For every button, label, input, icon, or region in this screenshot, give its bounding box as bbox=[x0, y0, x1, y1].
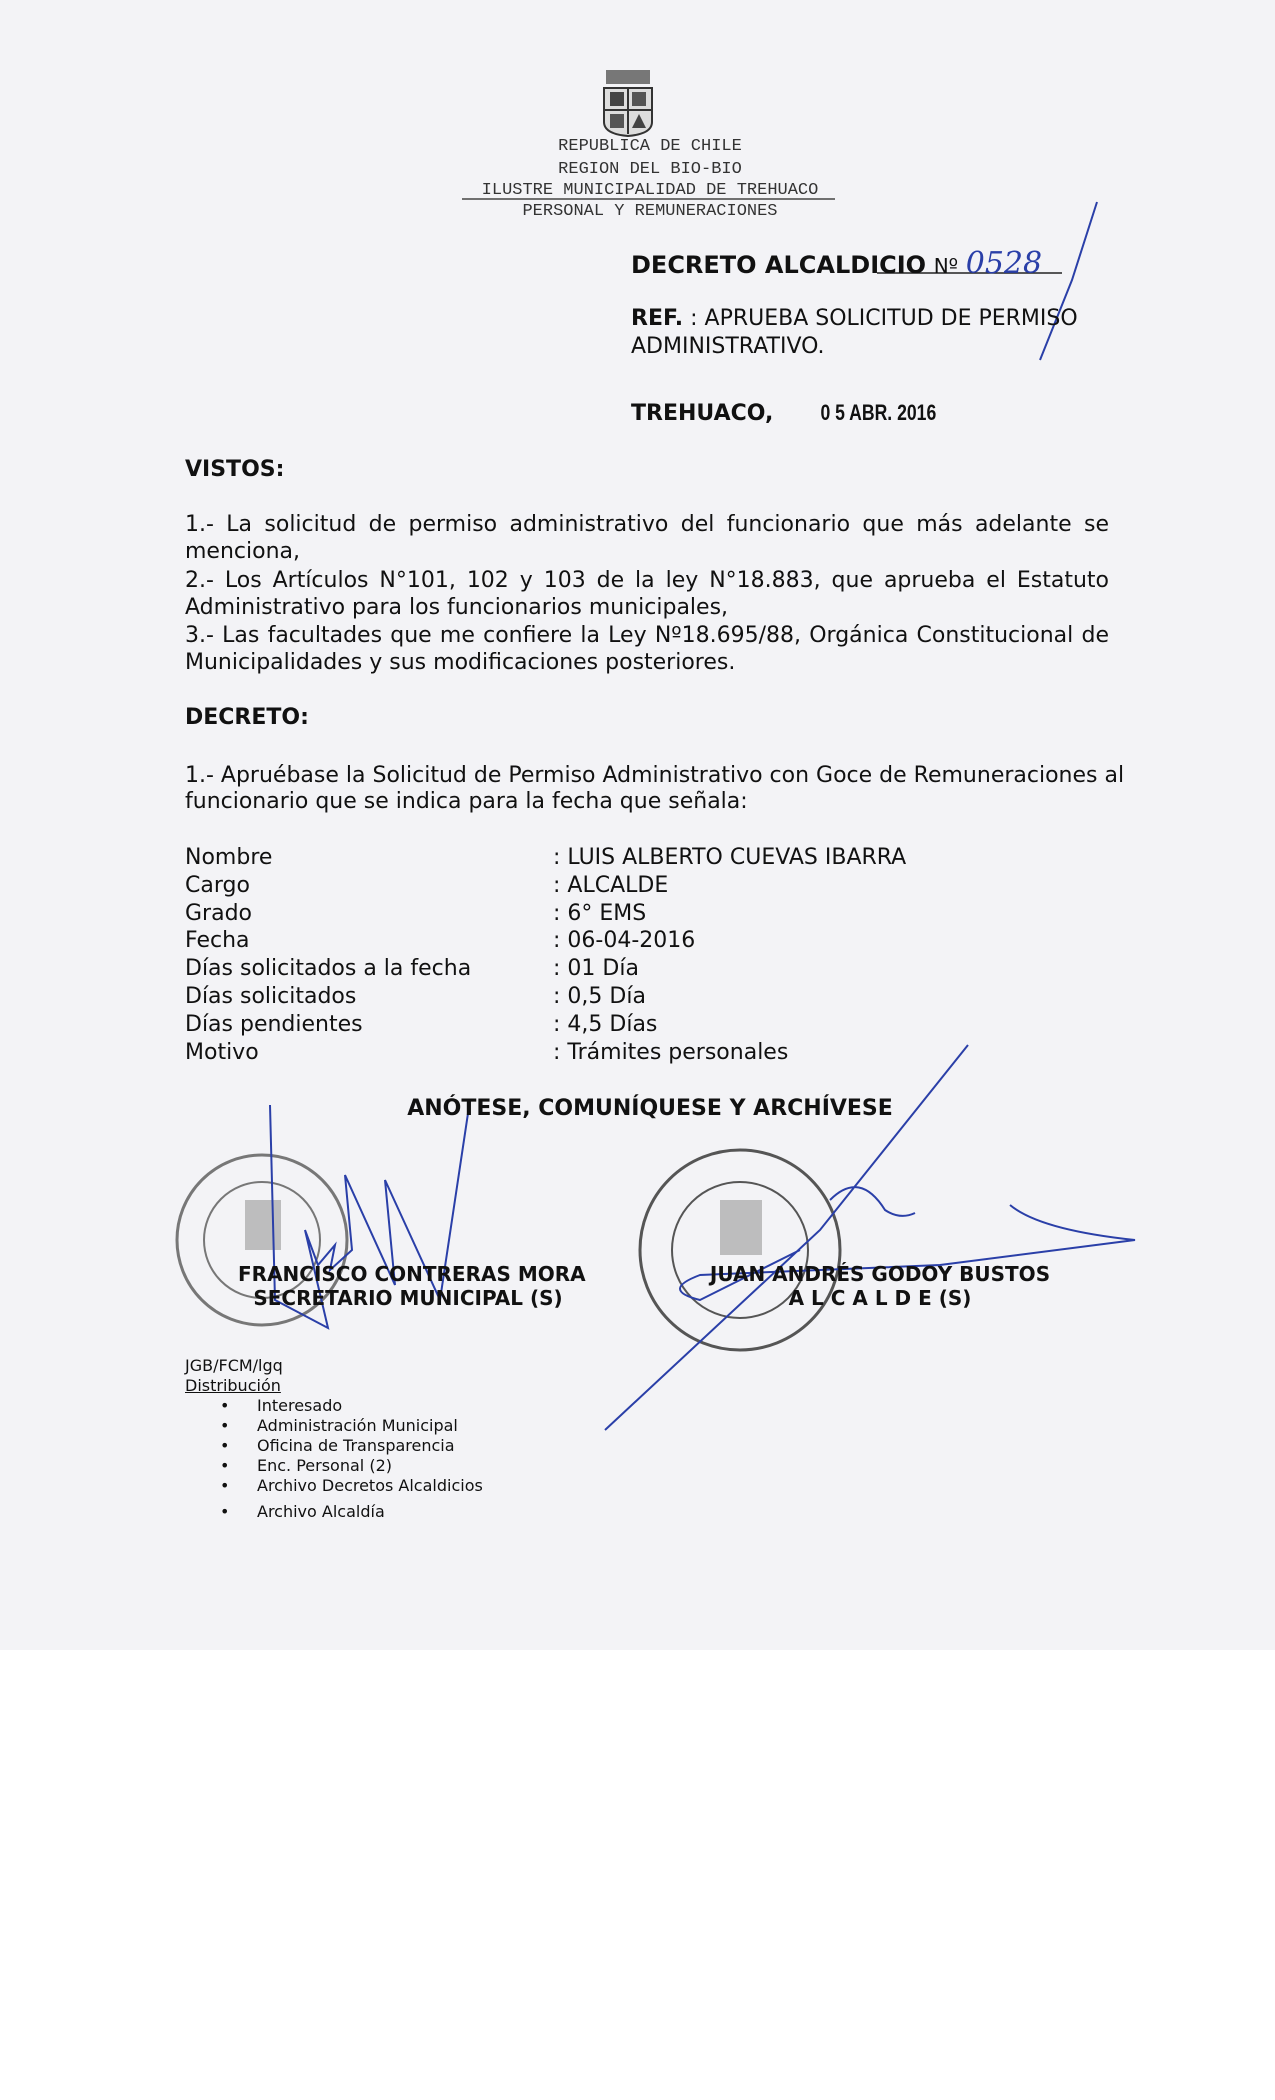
decree-number: 0528 bbox=[965, 246, 1043, 281]
decree-number-prefix: Nº bbox=[933, 254, 959, 278]
field-value: : ALCALDE bbox=[553, 872, 669, 898]
check-mark-stroke bbox=[1040, 202, 1097, 360]
distribution-title: Distribución bbox=[185, 1376, 281, 1395]
bullet-icon: • bbox=[220, 1416, 230, 1435]
header-line: REGION DEL BIO-BIO bbox=[558, 160, 742, 179]
field-label: Días pendientes bbox=[185, 1011, 363, 1037]
reference bbox=[631, 306, 1078, 331]
field-label: Motivo bbox=[185, 1039, 259, 1065]
date-stamp: 0 5 ABR. 2016 bbox=[820, 400, 937, 425]
distribution-item: Administración Municipal bbox=[257, 1416, 458, 1435]
distribution-item: Enc. Personal (2) bbox=[257, 1456, 392, 1475]
vistos-line: 3.- Las facultades que me confiere la Ley Nº18.695/88, Orgánica Constitucional de bbox=[185, 623, 1109, 648]
field-value: : Trámites personales bbox=[553, 1039, 789, 1065]
distribution-item: Archivo Alcaldía bbox=[257, 1502, 385, 1521]
distribution-item: Archivo Decretos Alcaldicios bbox=[257, 1476, 483, 1495]
field-label: Grado bbox=[185, 900, 252, 926]
vistos-line: Municipalidades y sus modificaciones posteriores. bbox=[185, 650, 736, 675]
decree-label: DECRETO ALCALDICIO bbox=[631, 251, 927, 279]
bullet-icon: • bbox=[220, 1436, 230, 1455]
bullet-icon: • bbox=[220, 1396, 230, 1415]
initials: JGB/FCM/lgq bbox=[185, 1356, 283, 1375]
closing-formula: ANÓTESE, COMUNÍQUESE Y ARCHÍVESE bbox=[407, 1096, 893, 1121]
distribution-item: Interesado bbox=[257, 1396, 343, 1415]
field-label: Cargo bbox=[185, 872, 250, 898]
header-line: ILUSTRE MUNICIPALIDAD DE TREHUACO bbox=[481, 181, 819, 200]
header-line: REPUBLICA DE CHILE bbox=[558, 137, 742, 156]
vistos-line: 2.- Los Artículos N°101, 102 y 103 de la ley N°18.883, que aprueba el Estatuto bbox=[185, 568, 1109, 593]
place-date bbox=[631, 400, 951, 426]
secretary-name: FRANCISCO CONTRERAS MORA bbox=[238, 1262, 586, 1286]
field-label: Nombre bbox=[185, 845, 273, 870]
field-value: : 4,5 Días bbox=[553, 1011, 658, 1037]
vistos-title: VISTOS: bbox=[185, 457, 285, 482]
field-value: : LUIS ALBERTO CUEVAS IBARRA bbox=[553, 845, 907, 870]
bullet-icon: • bbox=[220, 1456, 230, 1475]
bullet-icon: • bbox=[220, 1502, 230, 1521]
mayor-title: A L C A L D E (S) bbox=[788, 1286, 972, 1310]
field-value: : 01 Día bbox=[553, 956, 639, 982]
field-value: : 6° EMS bbox=[553, 900, 647, 926]
decreto-line: funcionario que se indica para la fecha que señala: bbox=[185, 789, 748, 814]
field-value: : 06-04-2016 bbox=[553, 928, 696, 954]
ref-text-continued: ADMINISTRATIVO. bbox=[631, 334, 825, 359]
field-label: Días solicitados bbox=[185, 984, 357, 1009]
mayor-name: JUAN ANDRÉS GODOY BUSTOS bbox=[709, 1262, 1051, 1286]
field-value: : 0,5 Día bbox=[553, 984, 646, 1009]
header-line: PERSONAL Y REMUNERACIONES bbox=[522, 202, 778, 221]
distribution-item: Oficina de Transparencia bbox=[257, 1436, 455, 1455]
decreto-line: 1.- Apruébase la Solicitud de Permiso Administrativo con Goce de Remuneraciones al bbox=[185, 763, 1125, 788]
vistos-line: 1.- La solicitud de permiso administrativo del funcionario que más adelante se bbox=[185, 512, 1109, 537]
bullet-icon: • bbox=[220, 1476, 230, 1495]
place: TREHUACO, bbox=[631, 401, 774, 426]
vistos-line: Administrativo para los funcionarios municipales, bbox=[185, 595, 729, 620]
vistos-line: menciona, bbox=[185, 539, 300, 564]
secretary-title: SECRETARIO MUNICIPAL (S) bbox=[253, 1286, 563, 1310]
decreto-title: DECRETO: bbox=[185, 705, 309, 730]
decree-heading bbox=[631, 246, 1042, 281]
ref-text: : APRUEBA SOLICITUD DE PERMISO bbox=[690, 306, 1078, 331]
coat-of-arms-logo bbox=[604, 70, 652, 136]
ref-label: REF. bbox=[631, 306, 684, 331]
field-label: Días solicitados a la fecha bbox=[185, 956, 472, 982]
field-label: Fecha bbox=[185, 928, 250, 954]
